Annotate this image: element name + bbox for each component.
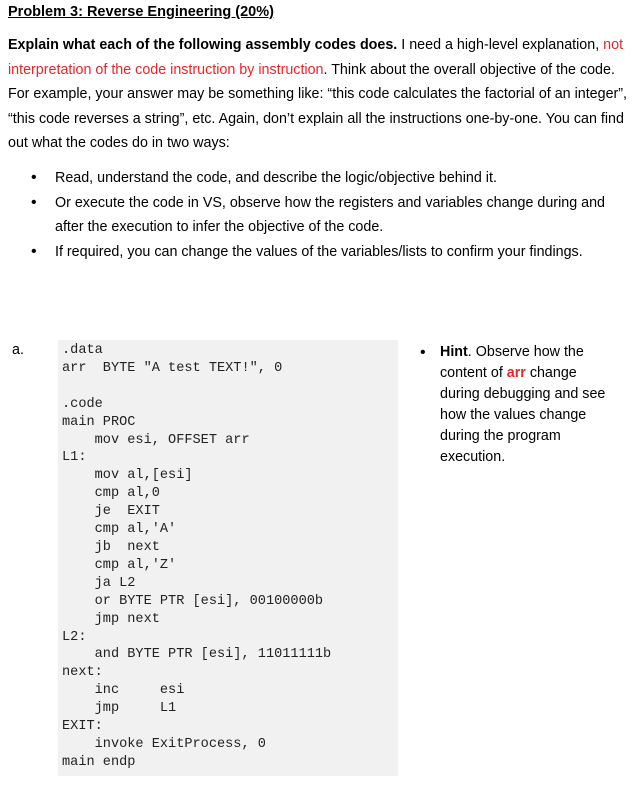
code-line: jmp next (62, 611, 160, 627)
code-line: cmp al,'A' (62, 522, 177, 538)
instructions-bold-lead: Explain what each of the following assembly codes does. (8, 37, 398, 53)
hint-text-1: . Observe how the content of (440, 344, 584, 381)
code-line: next: (62, 665, 103, 681)
bullet-item: • Or execute the code in VS, observe how the registers and variables change during and after the execution to infer the objective of the code. (31, 191, 631, 240)
hint-list (420, 342, 620, 468)
code-line: ja L2 (62, 575, 136, 591)
code-line: cmp al,0 (62, 486, 160, 502)
hint-arr-keyword: arr (506, 365, 526, 381)
problem-title: Problem 3: Reverse Engineering (20%) (8, 4, 274, 20)
code-line: jmp L1 (62, 701, 177, 717)
code-line: arr BYTE "A test TEXT!", 0 (62, 360, 283, 376)
instructions-text-2: . Think about the overall objective of the code. For example, your answer may be something like: “this code calculates the factorial of an integer”, “this code reverses a string”, etc. Again, don’t explain all the instructions one-by-one. You can find out what the codes do in two ways: (8, 61, 628, 151)
code-line: mov esi, OFFSET arr (62, 432, 250, 448)
instructions-text-1: I need a high-level explanation, (397, 37, 604, 53)
code-line: .code (62, 396, 103, 412)
hint-text-2: change during debugging and see how the values change during the program execution. (440, 365, 606, 465)
bullet-item: • If required, you can change the values of the variables/lists to confirm your findings. (31, 240, 631, 265)
code-line: L1: (62, 450, 87, 466)
hint-item (420, 342, 620, 468)
code-line: .data (62, 343, 103, 358)
code-line: mov al,[esi] (62, 468, 193, 484)
code-line: EXIT: (62, 719, 103, 735)
question-label: a. (12, 342, 24, 358)
code-line: main endp (62, 754, 136, 770)
code-line: cmp al,'Z' (62, 557, 177, 573)
bullet-item: • Read, understand the code, and describe the logic/objective behind it. (31, 166, 631, 191)
assembly-code-block (62, 342, 331, 772)
instructions-paragraph (8, 33, 633, 156)
code-line: or BYTE PTR [esi], 00100000b (62, 593, 324, 609)
code-line: main PROC (62, 414, 136, 430)
code-line: je EXIT (62, 504, 160, 520)
hint-label: Hint (440, 344, 468, 360)
code-line: invoke ExitProcess, 0 (62, 736, 266, 752)
code-line: and BYTE PTR [esi], 11011111b (62, 647, 332, 663)
instructions-red-text: not interpretation of the code instruction by instruction (8, 37, 624, 78)
code-line: jb next (62, 539, 160, 555)
code-line (62, 378, 331, 396)
code-line: inc esi (62, 683, 185, 699)
method-bullet-list (31, 166, 631, 264)
code-line: L2: (62, 629, 87, 645)
